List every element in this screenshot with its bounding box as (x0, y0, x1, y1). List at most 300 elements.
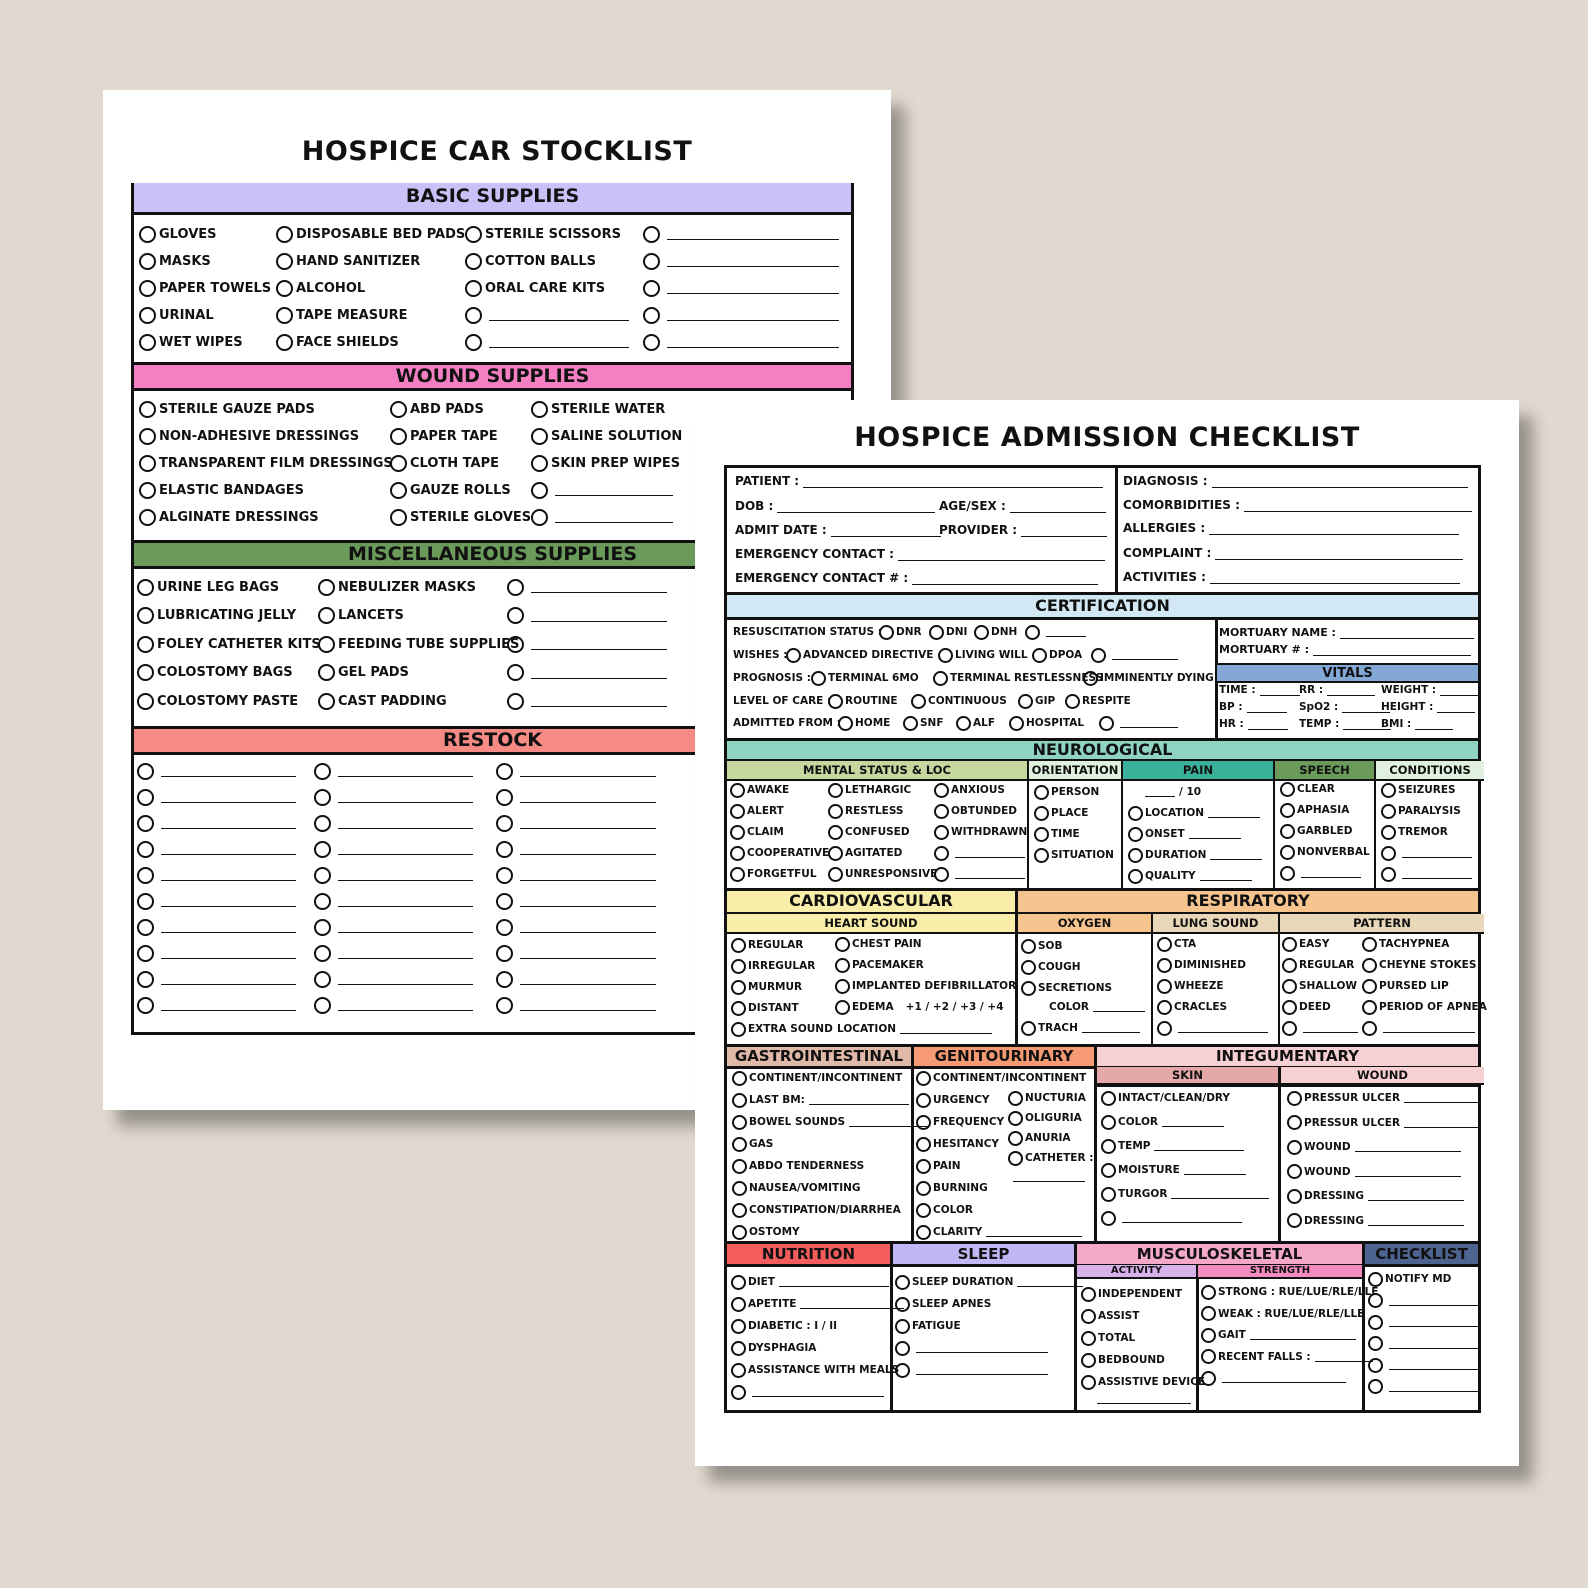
gip-option[interactable] (1018, 692, 1055, 710)
strength-option[interactable] (1201, 1348, 1373, 1366)
restock-item[interactable] (496, 995, 656, 1015)
vital-hr-field[interactable] (1219, 718, 1288, 730)
checkbox-circle-icon[interactable] (895, 1319, 910, 1334)
checkbox-circle-icon[interactable] (1280, 866, 1295, 881)
checkbox-circle-icon[interactable] (318, 693, 335, 710)
advanced-directive-option[interactable] (786, 646, 933, 664)
checkbox-circle-icon[interactable] (730, 867, 745, 882)
misc-supply-item[interactable] (318, 577, 476, 597)
checkbox-circle-icon[interactable] (730, 783, 745, 798)
checkbox-circle-icon[interactable] (1362, 937, 1377, 952)
gu-option[interactable] (916, 1113, 1004, 1131)
basic-supply-item[interactable] (276, 224, 465, 244)
checkbox-circle-icon[interactable] (643, 226, 660, 243)
checkbox-circle-icon[interactable] (828, 783, 843, 798)
checkbox-circle-icon[interactable] (1034, 806, 1049, 821)
checkbox-circle-icon[interactable] (1081, 1375, 1096, 1390)
gu-option[interactable] (916, 1223, 1082, 1241)
edema-location-field[interactable] (837, 1020, 992, 1038)
checkbox-circle-icon[interactable] (496, 919, 513, 936)
blank-supply-item[interactable] (643, 278, 839, 298)
checkbox-circle-icon[interactable] (496, 893, 513, 910)
checkbox-circle-icon[interactable] (731, 1022, 746, 1037)
vital-temp-field[interactable] (1299, 718, 1391, 730)
checkbox-circle-icon[interactable] (974, 625, 989, 640)
lung-sound-option[interactable] (1157, 977, 1224, 995)
skin-option[interactable] (1101, 1185, 1269, 1203)
checkbox-circle-icon[interactable] (137, 789, 154, 806)
terminal-6mo-option[interactable] (811, 669, 919, 687)
restock-item[interactable] (496, 813, 656, 833)
sleep-other[interactable] (895, 1339, 1048, 1357)
patient-field[interactable] (735, 474, 1103, 488)
checkbox-circle-icon[interactable] (314, 945, 331, 962)
gu-option[interactable] (1008, 1129, 1071, 1147)
checkbox-circle-icon[interactable] (916, 1115, 931, 1130)
restock-item[interactable] (137, 943, 296, 963)
checkbox-circle-icon[interactable] (1201, 1371, 1216, 1386)
resuscitation-other[interactable] (1025, 623, 1086, 641)
checkbox-circle-icon[interactable] (1282, 937, 1297, 952)
restock-item[interactable] (137, 995, 296, 1015)
sleep-option[interactable] (895, 1273, 1083, 1291)
checkbox-circle-icon[interactable] (1280, 803, 1295, 818)
checkbox-circle-icon[interactable] (1091, 648, 1106, 663)
checkbox-circle-icon[interactable] (895, 1363, 910, 1378)
checkbox-circle-icon[interactable] (496, 763, 513, 780)
orientation-option[interactable] (1034, 846, 1114, 864)
gi-option[interactable] (732, 1069, 902, 1087)
checkbox-circle-icon[interactable] (786, 648, 801, 663)
checkbox-circle-icon[interactable] (496, 789, 513, 806)
checkbox-circle-icon[interactable] (916, 1181, 931, 1196)
home-option[interactable] (838, 714, 890, 732)
wound-option[interactable] (1287, 1089, 1480, 1107)
wound-option[interactable] (1287, 1163, 1461, 1181)
checkbox-circle-icon[interactable] (1128, 848, 1143, 863)
checkbox-circle-icon[interactable] (895, 1297, 910, 1312)
checkbox-circle-icon[interactable] (1201, 1328, 1216, 1343)
restock-item[interactable] (496, 787, 656, 807)
checkbox-circle-icon[interactable] (1381, 783, 1396, 798)
wound-supply-item[interactable] (139, 453, 393, 473)
checkbox-circle-icon[interactable] (507, 607, 524, 624)
restock-item[interactable] (137, 969, 296, 989)
checkbox-circle-icon[interactable] (732, 1159, 747, 1174)
condition-other[interactable] (1381, 844, 1472, 862)
nutrition-option[interactable] (731, 1273, 889, 1291)
checkbox-circle-icon[interactable] (139, 253, 156, 270)
checkbox-circle-icon[interactable] (1008, 1091, 1023, 1106)
mental-status-option[interactable] (828, 865, 937, 883)
pattern-option[interactable] (1362, 977, 1449, 995)
checkbox-circle-icon[interactable] (933, 671, 948, 686)
wound-supply-item[interactable] (139, 426, 359, 446)
blank-supply-item[interactable] (643, 251, 839, 271)
basic-supply-item[interactable] (465, 278, 605, 298)
pattern-option[interactable] (1362, 935, 1449, 953)
mental-status-option[interactable] (828, 802, 904, 820)
checkbox-circle-icon[interactable] (139, 226, 156, 243)
terminal-restlessness-option[interactable] (933, 669, 1103, 687)
pain-option[interactable] (1128, 867, 1252, 885)
checkbox-circle-icon[interactable] (390, 401, 407, 418)
checkbox-circle-icon[interactable] (1021, 1021, 1036, 1036)
comorbidities-field[interactable] (1123, 498, 1472, 512)
edema-option[interactable] (835, 998, 1004, 1016)
skin-option[interactable] (1101, 1137, 1244, 1155)
checkbox-circle-icon[interactable] (730, 825, 745, 840)
checkbox-circle-icon[interactable] (1368, 1358, 1383, 1373)
checkbox-circle-icon[interactable] (1287, 1189, 1302, 1204)
checkbox-circle-icon[interactable] (465, 307, 482, 324)
mental-status-option[interactable] (934, 781, 1005, 799)
restock-item[interactable] (137, 917, 296, 937)
checkbox-circle-icon[interactable] (938, 648, 953, 663)
checkbox-circle-icon[interactable] (139, 428, 156, 445)
strength-option[interactable] (1201, 1283, 1378, 1301)
checkbox-circle-icon[interactable] (137, 636, 154, 653)
wound-supply-item[interactable] (531, 426, 682, 446)
checkbox-circle-icon[interactable] (137, 664, 154, 681)
blank-supply-item[interactable] (507, 663, 667, 683)
restock-item[interactable] (496, 891, 656, 911)
mental-status-other[interactable] (934, 865, 1025, 883)
checkbox-circle-icon[interactable] (934, 846, 949, 861)
checkbox-circle-icon[interactable] (496, 815, 513, 832)
checkbox-circle-icon[interactable] (731, 1341, 746, 1356)
restock-item[interactable] (496, 943, 656, 963)
checkbox-circle-icon[interactable] (390, 428, 407, 445)
checkbox-circle-icon[interactable] (879, 625, 894, 640)
mental-status-option[interactable] (934, 802, 1017, 820)
misc-supply-item[interactable] (137, 634, 321, 654)
checkbox-circle-icon[interactable] (731, 1297, 746, 1312)
emergency-contact-field[interactable] (735, 547, 1105, 561)
checklist-item[interactable] (1368, 1378, 1481, 1396)
basic-supply-item[interactable] (276, 305, 408, 325)
checkbox-circle-icon[interactable] (314, 867, 331, 884)
checkbox-circle-icon[interactable] (137, 971, 154, 988)
age-sex-field[interactable] (939, 499, 1106, 513)
sleep-option[interactable] (895, 1295, 991, 1313)
activity-option[interactable] (1081, 1285, 1182, 1303)
checkbox-circle-icon[interactable] (1368, 1315, 1383, 1330)
restock-item[interactable] (314, 787, 473, 807)
checkbox-circle-icon[interactable] (1021, 939, 1036, 954)
checkbox-circle-icon[interactable] (1065, 694, 1080, 709)
speech-option[interactable] (1280, 801, 1349, 819)
checkbox-circle-icon[interactable] (314, 789, 331, 806)
checkbox-circle-icon[interactable] (731, 1001, 746, 1016)
checkbox-circle-icon[interactable] (828, 825, 843, 840)
alf-option[interactable] (956, 714, 995, 732)
checkbox-circle-icon[interactable] (731, 1385, 746, 1400)
basic-supply-item[interactable] (139, 332, 243, 352)
checkbox-circle-icon[interactable] (1157, 1000, 1172, 1015)
restock-item[interactable] (496, 917, 656, 937)
restock-item[interactable] (137, 865, 296, 885)
checkbox-circle-icon[interactable] (139, 509, 156, 526)
misc-supply-item[interactable] (137, 606, 296, 626)
orientation-option[interactable] (1034, 804, 1088, 822)
checkbox-circle-icon[interactable] (730, 846, 745, 861)
checkbox-circle-icon[interactable] (1368, 1379, 1383, 1394)
checkbox-circle-icon[interactable] (732, 1071, 747, 1086)
checkbox-circle-icon[interactable] (276, 307, 293, 324)
emergency-contact-number-field[interactable] (735, 571, 1098, 585)
checkbox-circle-icon[interactable] (1157, 1021, 1172, 1036)
gu-option[interactable] (1008, 1149, 1093, 1167)
checkbox-circle-icon[interactable] (137, 945, 154, 962)
gu-option[interactable] (916, 1135, 999, 1153)
pattern-option[interactable] (1282, 935, 1329, 953)
checkbox-circle-icon[interactable] (137, 693, 154, 710)
gu-option[interactable] (916, 1091, 990, 1109)
checkbox-circle-icon[interactable] (465, 253, 482, 270)
misc-supply-item[interactable] (318, 634, 519, 654)
checkbox-circle-icon[interactable] (1280, 845, 1295, 860)
heart-sound-option[interactable] (731, 978, 802, 996)
checkbox-circle-icon[interactable] (465, 226, 482, 243)
checkbox-circle-icon[interactable] (1081, 1309, 1096, 1324)
checkbox-circle-icon[interactable] (643, 334, 660, 351)
wound-supply-item[interactable] (390, 399, 484, 419)
wound-supply-item[interactable] (139, 480, 304, 500)
diagnosis-field[interactable] (1123, 474, 1468, 488)
checkbox-circle-icon[interactable] (1287, 1140, 1302, 1155)
checkbox-circle-icon[interactable] (1362, 1000, 1377, 1015)
checkbox-circle-icon[interactable] (1282, 1021, 1297, 1036)
checkbox-circle-icon[interactable] (1157, 958, 1172, 973)
skin-option[interactable] (1101, 1113, 1224, 1131)
checkbox-circle-icon[interactable] (1099, 716, 1114, 731)
checkbox-circle-icon[interactable] (1009, 716, 1024, 731)
checkbox-circle-icon[interactable] (390, 455, 407, 472)
activity-option[interactable] (1081, 1373, 1205, 1391)
checkbox-circle-icon[interactable] (1362, 979, 1377, 994)
checkbox-circle-icon[interactable] (732, 1137, 747, 1152)
pain-option[interactable] (1128, 804, 1260, 822)
checkbox-circle-icon[interactable] (1201, 1349, 1216, 1364)
checklist-item[interactable] (1368, 1335, 1481, 1353)
restock-item[interactable] (137, 839, 296, 859)
checkbox-circle-icon[interactable] (314, 815, 331, 832)
checkbox-circle-icon[interactable] (1101, 1115, 1116, 1130)
checkbox-circle-icon[interactable] (916, 1203, 931, 1218)
heart-sound-option[interactable] (731, 936, 803, 954)
mental-status-option[interactable] (730, 802, 784, 820)
checkbox-circle-icon[interactable] (137, 763, 154, 780)
checkbox-circle-icon[interactable] (903, 716, 918, 731)
basic-supply-item[interactable] (139, 305, 214, 325)
checkbox-circle-icon[interactable] (1008, 1111, 1023, 1126)
checkbox-circle-icon[interactable] (929, 625, 944, 640)
checkbox-circle-icon[interactable] (1008, 1131, 1023, 1146)
checkbox-circle-icon[interactable] (496, 841, 513, 858)
dob-field[interactable] (735, 499, 935, 513)
heart-sound-option[interactable] (731, 957, 815, 975)
condition-other[interactable] (1381, 865, 1472, 883)
checkbox-circle-icon[interactable] (507, 693, 524, 710)
gi-option[interactable] (732, 1091, 909, 1109)
sleep-other[interactable] (895, 1361, 1048, 1379)
checkbox-circle-icon[interactable] (916, 1159, 931, 1174)
checkbox-circle-icon[interactable] (139, 280, 156, 297)
blank-supply-item[interactable] (643, 224, 839, 244)
condition-option[interactable] (1381, 802, 1461, 820)
blank-supply-item[interactable] (643, 305, 839, 325)
checkbox-circle-icon[interactable] (507, 664, 524, 681)
checkbox-circle-icon[interactable] (507, 636, 524, 653)
basic-supply-item[interactable] (276, 278, 365, 298)
pain-scale-field[interactable] (1141, 783, 1201, 801)
checkbox-circle-icon[interactable] (507, 579, 524, 596)
mental-status-option[interactable] (730, 865, 817, 883)
gi-option[interactable] (732, 1135, 773, 1153)
checkbox-circle-icon[interactable] (390, 509, 407, 526)
lung-sound-other[interactable] (1157, 1019, 1268, 1037)
checkbox-circle-icon[interactable] (828, 694, 843, 709)
checkbox-circle-icon[interactable] (731, 1319, 746, 1334)
nutrition-option[interactable] (731, 1295, 904, 1313)
mental-status-option[interactable] (730, 844, 829, 862)
misc-supply-item[interactable] (318, 663, 409, 683)
restock-item[interactable] (314, 761, 473, 781)
checkbox-circle-icon[interactable] (276, 334, 293, 351)
checkbox-circle-icon[interactable] (916, 1071, 931, 1086)
checkbox-circle-icon[interactable] (1381, 804, 1396, 819)
checkbox-circle-icon[interactable] (1083, 671, 1098, 686)
checkbox-circle-icon[interactable] (895, 1275, 910, 1290)
checkbox-circle-icon[interactable] (137, 607, 154, 624)
nutrition-option[interactable] (731, 1317, 837, 1335)
misc-supply-item[interactable] (137, 577, 279, 597)
checkbox-circle-icon[interactable] (1157, 937, 1172, 952)
checkbox-circle-icon[interactable] (731, 1275, 746, 1290)
checkbox-circle-icon[interactable] (1128, 806, 1143, 821)
checkbox-circle-icon[interactable] (496, 945, 513, 962)
checkbox-circle-icon[interactable] (276, 253, 293, 270)
checkbox-circle-icon[interactable] (318, 579, 335, 596)
speech-other[interactable] (1280, 864, 1361, 882)
secretions-color-field[interactable] (1049, 998, 1145, 1016)
dpoa-option[interactable] (1032, 646, 1082, 664)
dni-option[interactable] (929, 623, 967, 641)
restock-item[interactable] (496, 969, 656, 989)
restock-item[interactable] (137, 891, 296, 911)
checkbox-circle-icon[interactable] (956, 716, 971, 731)
checkbox-circle-icon[interactable] (496, 971, 513, 988)
checkbox-circle-icon[interactable] (1101, 1211, 1116, 1226)
checkbox-circle-icon[interactable] (531, 482, 548, 499)
strength-other[interactable] (1201, 1369, 1346, 1387)
blank-supply-item[interactable] (507, 634, 667, 654)
nutrition-option[interactable] (731, 1361, 899, 1379)
checkbox-circle-icon[interactable] (139, 307, 156, 324)
orientation-option[interactable] (1034, 783, 1099, 801)
checkbox-circle-icon[interactable] (1381, 846, 1396, 861)
vital-bp-field[interactable] (1219, 701, 1287, 713)
imminently-dying-option[interactable] (1083, 669, 1214, 687)
checkbox-circle-icon[interactable] (916, 1137, 931, 1152)
skin-option[interactable] (1101, 1089, 1230, 1107)
checkbox-circle-icon[interactable] (828, 846, 843, 861)
checkbox-circle-icon[interactable] (137, 893, 154, 910)
nutrition-other[interactable] (731, 1383, 884, 1401)
checkbox-circle-icon[interactable] (732, 1225, 747, 1240)
checkbox-circle-icon[interactable] (1018, 694, 1033, 709)
checkbox-circle-icon[interactable] (137, 997, 154, 1014)
checkbox-circle-icon[interactable] (137, 579, 154, 596)
checklist-item[interactable] (1368, 1313, 1481, 1331)
gi-option[interactable] (732, 1157, 864, 1175)
misc-supply-item[interactable] (137, 691, 298, 711)
checkbox-circle-icon[interactable] (314, 997, 331, 1014)
checkbox-circle-icon[interactable] (318, 664, 335, 681)
checkbox-circle-icon[interactable] (1368, 1336, 1383, 1351)
wound-supply-item[interactable] (531, 399, 665, 419)
checkbox-circle-icon[interactable] (916, 1225, 931, 1240)
checkbox-circle-icon[interactable] (731, 938, 746, 953)
basic-supply-item[interactable] (276, 332, 399, 352)
checkbox-circle-icon[interactable] (1282, 979, 1297, 994)
restock-item[interactable] (314, 917, 473, 937)
mental-status-option[interactable] (828, 823, 910, 841)
restock-item[interactable] (137, 787, 296, 807)
checkbox-circle-icon[interactable] (1034, 848, 1049, 863)
checkbox-circle-icon[interactable] (1287, 1213, 1302, 1228)
checkbox-circle-icon[interactable] (496, 867, 513, 884)
mental-status-option[interactable] (934, 823, 1027, 841)
activities-field[interactable] (1123, 570, 1460, 584)
checkbox-circle-icon[interactable] (318, 636, 335, 653)
blank-supply-item[interactable] (507, 691, 667, 711)
wound-option[interactable] (1287, 1187, 1464, 1205)
checkbox-circle-icon[interactable] (465, 334, 482, 351)
restock-item[interactable] (314, 995, 473, 1015)
checkbox-circle-icon[interactable] (934, 867, 949, 882)
condition-option[interactable] (1381, 823, 1448, 841)
checkbox-circle-icon[interactable] (1081, 1353, 1096, 1368)
mental-status-option[interactable] (730, 823, 784, 841)
checkbox-circle-icon[interactable] (465, 280, 482, 297)
mortuary-name-field[interactable] (1219, 626, 1474, 639)
gu-option[interactable] (916, 1157, 961, 1175)
basic-supply-item[interactable] (276, 251, 420, 271)
checkbox-circle-icon[interactable] (496, 997, 513, 1014)
checkbox-circle-icon[interactable] (731, 980, 746, 995)
orientation-option[interactable] (1034, 825, 1080, 843)
pattern-option[interactable] (1282, 977, 1357, 995)
checkbox-circle-icon[interactable] (643, 280, 660, 297)
checkbox-circle-icon[interactable] (1101, 1139, 1116, 1154)
checkbox-circle-icon[interactable] (1034, 827, 1049, 842)
gu-option[interactable] (1008, 1109, 1082, 1127)
checkbox-circle-icon[interactable] (1201, 1285, 1216, 1300)
activity-option[interactable] (1081, 1329, 1135, 1347)
pattern-option[interactable] (1282, 956, 1354, 974)
routine-option[interactable] (828, 692, 898, 710)
admit-date-field[interactable] (735, 523, 941, 537)
mental-status-other[interactable] (934, 844, 1025, 862)
wound-supply-item[interactable] (390, 426, 498, 446)
basic-supply-item[interactable] (139, 278, 271, 298)
blank-supply-item[interactable] (643, 332, 839, 352)
wishes-other[interactable] (1091, 646, 1178, 664)
checkbox-circle-icon[interactable] (730, 804, 745, 819)
checkbox-circle-icon[interactable] (1128, 869, 1143, 884)
